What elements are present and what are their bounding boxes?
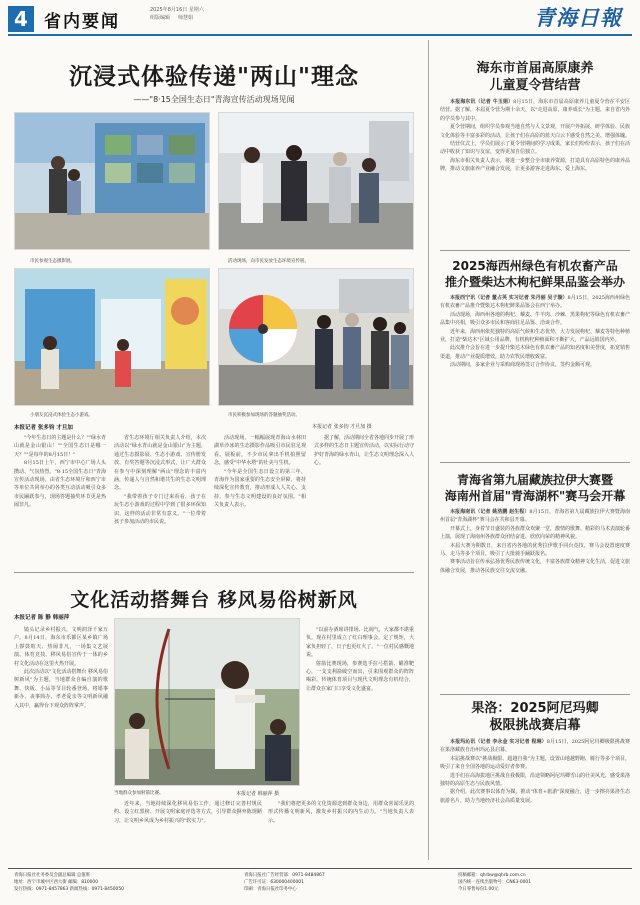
photo-brochure	[218, 112, 414, 250]
photo-exhibition	[14, 112, 210, 250]
right-byline-3: 本报海南讯（记者 姚浩鹏 赵生程）	[450, 509, 530, 515]
right-paragraph: 据介绍，此次赛事以体育为媒，推动"体育+旅游"深度融合，进一步擦亮果洛生态旅游名片，助力当地经济社会高质量发展。	[440, 789, 630, 804]
right-paragraph: 此次推介会旨在进一步提升柴达木绿色有机农畜产品的知名度和美誉度，拓宽销售渠道，推动产业提质增效，助力农牧民增收致富。	[440, 345, 630, 360]
column-divider	[428, 40, 429, 860]
culture-col-1	[14, 626, 108, 858]
photo-caption-4: 市民积极参加现场的答题抽奖活动。	[228, 413, 300, 418]
page-header	[0, 0, 640, 36]
right-headline-4: 果洛：2025阿尼玛卿 极限挑战赛启幕	[471, 701, 599, 733]
culture-paragraph: 近年来，当地持续深化移风易俗工作，通过修订完善村规民约、设立红黑榜、开展文明家庭评选等方式，引导群众摒弃陈规陋习，让文明乡风成为乡村振兴的"软实力"。	[114, 801, 262, 824]
culture-paragraph: 镜头记录乡村振兴，文明润泽千家万户。8月14日，海东市乐都区某乡镇广场上锣鼓喧天、热闹非凡，一场集文艺展演、体育竞技、移风易俗宣传于一体的乡村文化活动在这里火热开展。	[14, 627, 108, 667]
culture-col-4	[268, 800, 414, 858]
right-headline-3: 青海省第九届藏族拉伊大赛暨 海南州首届"青海湖杯"赛马会开幕	[444, 473, 626, 503]
culture-col-3	[114, 800, 262, 858]
right-paragraph: 赛事活动旨在传承弘扬优秀民族传统文化，丰富各族群众精神文化生活，促进文旅体融合发展，推动各民族交往交流交融。	[440, 559, 630, 574]
main-paragraph: "今年是全国生态日设立的第三年，青海作为国家重要的生态安全屏障，将持续深化宣传教育，推动形成人人关心、支持、参与生态文明建设的良好氛围。"相关负责人表示。	[214, 468, 306, 509]
photo-kids-game-image	[15, 269, 210, 406]
right-divider-1	[440, 250, 630, 251]
photo-archery	[114, 618, 300, 786]
right-article-1-text: 本报海东讯（记者 牛玉娟）8月15日，海东市首届高原康养儿童夏令营在平安区结营。据了解，本届夏令营为期十余天，以"走进高原、康养成长"为主题，来自省内外的学员参与其中。 夏令营期间，组织学员参观当地自然与人文景观，开展户外拓展、研学体验、民族文化体验等丰富多彩的活动，让孩子们在高原的蓝天白云下感受自然之美、增强体魄。 结营仪式上，学员们展示了夏令营期间的学习成果，家长们纷纷表示，孩子们在活动中收获了知识与友谊，变得更加自信独立。 海东市相关负责人表示，将进一步整合全市康养资源，打造具有高原特色的康养品牌，推动文旅康养产业融合发展，让更多游客走进海东、爱上海东。	[440, 99, 630, 173]
right-headline-2: 2025海西州绿色有机农畜产品 推介暨柴达木枸杞鲜果品鉴会举办	[444, 259, 625, 289]
editor-name: 师慧娟	[178, 15, 194, 21]
right-paragraph: 活动现场，海西州各地的枸杞、藜麦、牛羊肉、沙棘、黑果枸杞等绿色有机农畜产品集中亮相，吸引众多市民和客商驻足品鉴、洽谈合作。	[440, 311, 630, 327]
right-divider-3	[440, 694, 630, 695]
culture-paragraph: "以前办酒席讲排场、比阔气，大家都不堪重负。现在村里成立了红白理事会，定了规矩，大家负担轻了，日子也更红火了。"一位村民感慨地说。	[306, 627, 414, 659]
footer-col-1: 青海日报社社务委员会副总编辑 总值班： 地址：西宁市城中区西大街 邮编：810000 发行热线：0971-8457863 新闻热线：0971-8450050	[14, 873, 124, 892]
right-paragraph: 近年来，海西州依托独特的高原气候和生态优势，大力发展枸杞、藜麦等特色种植业，打造"柴达木"区域公用品牌，有机枸杞种植面积不断扩大，产品远销国内外。	[440, 328, 630, 344]
photo-caption-2: 活动现场，向市民发放生态环境宣传册。	[228, 259, 309, 264]
right-paragraph: 本届大赛为期数日，来自省内各地的优秀拉伊歌手同台竞技，赛马会设置速度赛马、走马等多个项目，吸引了大批骑手踊跃报名。	[440, 542, 630, 558]
culture-paragraph: 此次活动以"文化活动搭舞台 移风易俗树新风"为主题，当地群众自编自演的歌舞、快板、小品等节目轮番登场，将婚事新办、丧事简办、孝老爱亲等文明新风融入其中，赢得台下观众阵阵掌声。	[14, 669, 108, 709]
header-rule	[8, 34, 632, 36]
culture-byline: 本报记者 陈 静 韩丽萍	[14, 615, 70, 621]
culture-paragraph: 射箭比赛现场，参赛选手拉弓搭箭、瞄准靶心，一支支利箭破空而出，引来围观群众的阵阵喝彩。传统体育项目与现代文明理念有机结合，让群众在家门口享受文化盛宴。	[306, 660, 414, 692]
issue-date: 2025年8月16日 星期六	[150, 7, 204, 13]
right-article-2-text: 本报西宁讯（记者 董占英 实习记者 朱丹丽 吴子璇）8月15日，2025海西州绿色有机农畜产品推介暨柴达木枸杞鲜果品鉴会在西宁举办。 活动现场，海西州各地的枸杞、藜麦、牛羊肉、沙棘、黑果枸杞等绿色有机农畜产品集中亮相，吸引众多市民和客商驻足品鉴、洽谈合作。 近年来，海西州依托独特的高原气候和生态优势，大力发展枸杞、藜麦等特色种植业，打造"柴达木"区域公用品牌，有机枸杞种植面积不断扩大，产品远销国内外。 此次推介会旨在进一步提升柴达木绿色有机农畜产品的知名度和美誉度，拓宽销售渠道，推动产业提质增效，助力农牧民增收致富。 活动期间，多家企业与采购商现场签订合作协议，签约金额可观。	[440, 295, 630, 369]
archery-photo-credit: 本报记者 韩丽萍 摄	[236, 791, 280, 797]
right-divider-2	[440, 462, 630, 463]
right-paragraph: 开幕式上，身着节日盛装的各族群众欢聚一堂，激情的歌舞、精彩的马术表演轮番上演，展现了海南州各族群众团结奋进、欣欣向荣的精神风貌。	[440, 525, 630, 541]
main-paragraph: 据了解，活动期间全省各地同步开展了形式多样的生态日主题宣传活动，以实际行动守护好青海的绿水青山，让生态文明理念深入人心。	[314, 435, 414, 467]
culture-headline: 文化活动搭舞台 移风易俗树新风	[70, 589, 358, 611]
right-paragraph: 海东市相关负责人表示，将进一步整合全市康养资源，打造具有高原特色的康养品牌，推动文旅康养产业融合发展，让更多游客走进海东、爱上海东。	[440, 157, 630, 173]
main-paragraph: 活动现场，一幅幅展现青海山水林田湖草沙冰的生态摄影作品吸引市民驻足观看。展板前，不少市民拿出手机拍照留念，感受"中华水塔"的壮美与生机。	[214, 435, 306, 467]
culture-col-2	[306, 626, 414, 786]
right-byline-2: 本报西宁讯（记者 董占英 实习记者 朱丹丽 吴子璇）	[450, 295, 568, 301]
photo-quiz-wheel	[218, 268, 414, 406]
photo-kids-game	[14, 268, 210, 406]
archery-caption: 当地群众参加射箭比赛。	[114, 791, 164, 796]
right-paragraph: 夏令营期间，组织学员参观当地自然与人文景观，开展户外拓展、研学体验、民族文化体验等丰富多彩的活动，让孩子们在高原的蓝天白云下感受自然之美、增强体魄。	[440, 124, 630, 139]
main-article-col-4	[314, 434, 414, 562]
page-number: 4	[8, 6, 34, 32]
right-byline-4: 本报玛沁讯（记者 李永金 实习记者 程琳）	[450, 739, 547, 745]
main-article-col-2	[114, 434, 206, 562]
main-byline: 本报记者 张多钧 才旦加	[14, 425, 73, 431]
right-article-4-text: 本报玛沁讯（记者 李永金 实习记者 程琳）8月15日，2025阿尼玛卿极限挑战赛在果洛藏族自治州玛沁县启幕。 本届挑战赛以"挑战极限、超越自我"为主题，设置山地越野跑、骑行等多个项目，吸引了来自全国各地的运动爱好者参赛。 选手们在高海拔地区挑战自我极限，沿途领略阿尼玛卿雪山的壮美风光，感受果洛独特的高原生态与民族风情。 据介绍，此次赛事以体育为媒，推动"体育+旅游"深度融合，进一步擦亮果洛生态旅游名片，助力当地经济社会高质量发展。	[440, 739, 630, 804]
photo-exhibition-image	[15, 113, 210, 250]
right-article-3-text: 本报海南讯（记者 姚浩鹏 赵生程）8月15日，青海省第九届藏族拉伊大赛暨海南州首届"青海湖杯"赛马会在共和县开幕。 开幕式上，身着节日盛装的各族群众欢聚一堂，激情的歌舞、精彩的马术表演轮番上演，展现了海南州各族群众团结奋进、欣欣向荣的精神风貌。 本届大赛为期数日，来自省内各地的优秀拉伊歌手同台竞技，赛马会设置速度赛马、走马等多个项目，吸引了大批骑手踊跃报名。 赛事活动旨在传承弘扬优秀民族传统文化，丰富各族群众精神文化生活，促进文旅体融合发展，推动各民族交往交流交融。	[440, 509, 630, 574]
right-paragraph: 本届挑战赛以"挑战极限、超越自我"为主题，设置山地越野跑、骑行等多个项目，吸引了来自全国各地的运动爱好者参赛。	[440, 755, 630, 771]
footer-col-2: 青海日报社广告经营部：0971-8484867 广告许可证：630000400001 印刷：青海日报社印务中心	[244, 873, 325, 892]
right-byline-1: 本报海东讯（记者 牛玉娟）	[450, 99, 514, 105]
main-headline: 沉浸式体验传递"两山"理念	[69, 64, 359, 90]
photo-quiz-wheel-image	[219, 269, 414, 406]
right-paragraph: 选手们在高海拔地区挑战自我极限，沿途领略阿尼玛卿雪山的壮美风光，感受果洛独特的高原生态与民族风情。	[440, 772, 630, 788]
newspaper-masthead: 青海日報	[534, 5, 622, 30]
section-title: 省内要闻	[44, 12, 120, 32]
right-headline-1: 海东市首届高原康养 儿童夏令营结营	[476, 61, 594, 93]
right-paragraph: 活动期间，多家企业与采购商现场签订合作协议，签约金额可观。	[450, 362, 596, 369]
photo-caption-1: 市民参观生态摄影展。	[30, 259, 75, 264]
photo-caption-3: 小朋友沉浸式体验生态小游戏。	[30, 413, 93, 418]
culture-paragraph: "我们将把更多的文化资源送到群众身边，用群众喜闻乐见的形式传播文明新风，激发乡村振兴的内生动力。"当地负责人表示。	[268, 801, 414, 824]
header-meta	[150, 6, 204, 22]
main-article-col-3	[214, 434, 306, 562]
main-article-col-1	[14, 434, 106, 562]
main-paragraph: 8月15日上午，西宁市中心广场人头攒动、气氛热烈。"8·15全国生态日"青海宣传活动现场，由省生态环境厅和西宁市等单位共同举办的各类互动活动吸引众多市民踊跃参与，现场答题抽奖环节更是热闹非凡。	[14, 460, 106, 509]
main-paragraph: "今年生态日的主题是什么？""绿水青山就是金山银山！""全国生态日是哪一天？""是每年的8月15日！"	[14, 435, 106, 458]
page-footer	[8, 868, 632, 900]
main-paragraph: "我带着孩子专门过来看看，孩子在玩生态小游戏的过程中学到了很多环保知识，这样的活动非常有意义。"一位带着孩子参加活动的市民说。	[114, 493, 206, 526]
right-paragraph: 结营仪式上，学员们展示了夏令营期间的学习成果，家长们纷纷表示，孩子们在活动中收获了知识与友谊，变得更加自信独立。	[440, 141, 630, 156]
footer-col-3: 投稿邮箱：qhrbw@qhrb.com.cn 国内统一连续出版物号：CN63-0001 今日零售每份1.00元	[458, 873, 531, 892]
main-paragraph: 省生态环境厅相关负责人介绍，本次活动以"绿水青山就是金山银山"为主题，通过生态摄影展、生态小游戏、宣传册发放、有奖答题等沉浸式形式，让广大群众在参与中深刻理解"两山"理念的丰富内涵，传递人与自然和谐共生的生态文明理念。	[114, 435, 206, 492]
main-subheadline: ——"8·15全国生态日"青海宣传活动现场见闻	[133, 95, 295, 104]
editor-label: 组版编辑	[150, 15, 171, 21]
photo-brochure-image	[219, 113, 414, 250]
photo-archery-image	[115, 619, 300, 786]
photo-credit: 本报记者 张多钧 才旦加 摄	[312, 424, 372, 430]
section-divider	[14, 572, 414, 573]
